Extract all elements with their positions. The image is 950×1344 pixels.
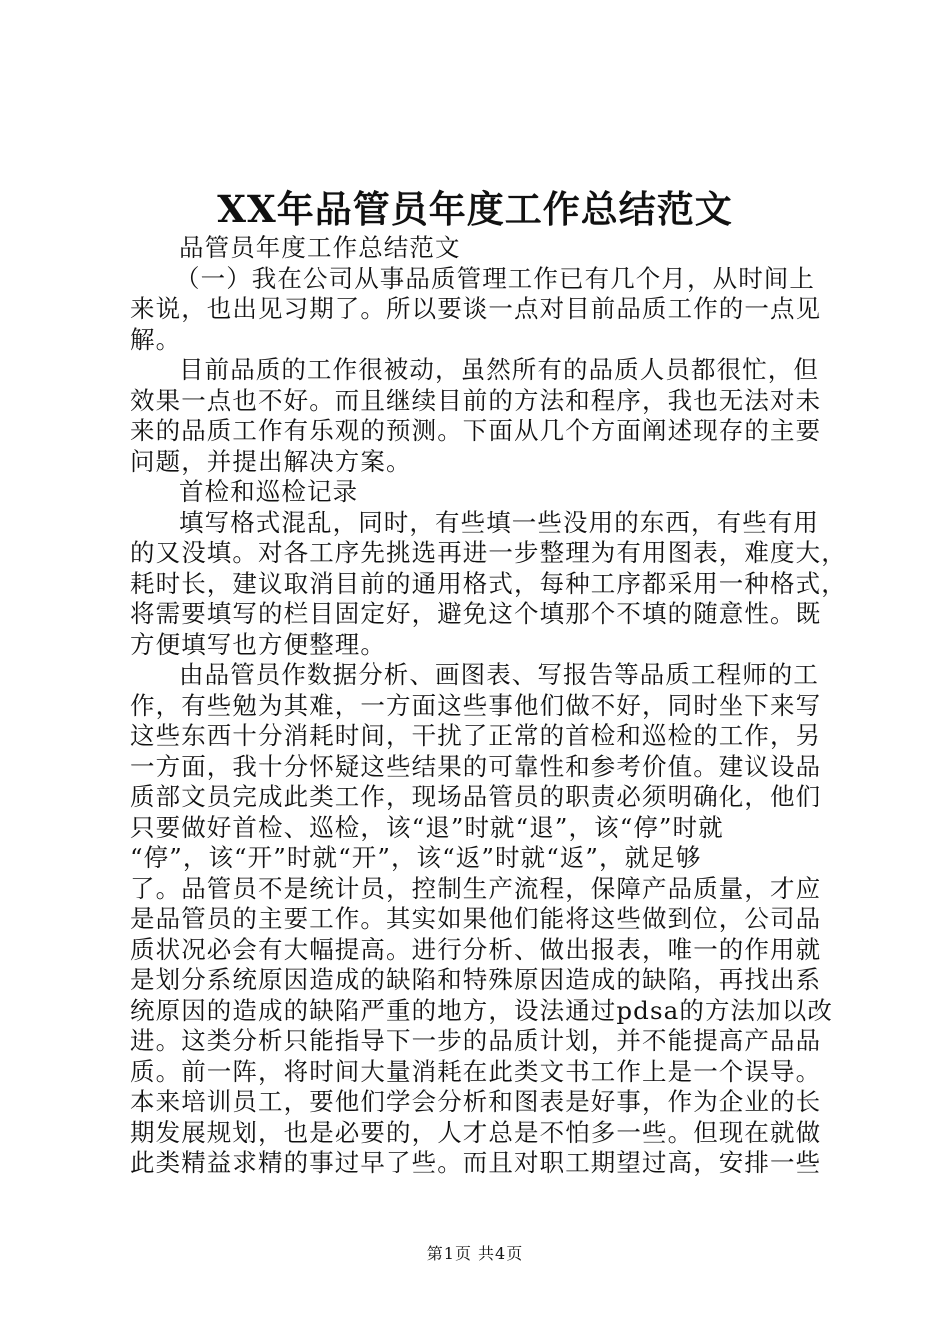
- paragraph-line: 目前品质的工作很被动，虽然所有的品质人员都很忙，但: [179, 355, 819, 384]
- paragraph-line: 的又没填。对各工序先挑选再进一步整理为有用图表，难度大，: [130, 538, 847, 567]
- paragraph-line: 解。: [130, 324, 182, 354]
- paragraph-line: （一）我在公司从事品质管理工作已有几个月，从时间上: [175, 263, 815, 293]
- document-body: [130, 233, 847, 1179]
- paragraph-line: 本来培训员工，要他们学会分析和图表是好事，作为企业的长: [130, 1087, 822, 1116]
- paragraph-line: 质状况必会有大幅提高。进行分析、做出报表，唯一的作用就: [130, 934, 822, 964]
- paragraph-line: 质部文员完成此类工作，现场品管员的职责必须明确化，他们: [130, 782, 822, 811]
- paragraph-line: 填写格式混乱，同时，有些填一些没用的东西，有些有用: [179, 507, 819, 537]
- paragraph-line: 效果一点也不好。而且继续目前的方法和程序，我也无法对未: [130, 385, 822, 415]
- section-heading: 首检和巡检记录: [179, 477, 359, 506]
- paragraph-line: 此类精益求精的事过早了些。而且对职工期望过高，安排一些: [130, 1148, 822, 1177]
- paragraph-line: 了。品管员不是统计员，控制生产流程，保障产品质量，才应: [130, 873, 822, 903]
- paragraph-line: 进。这类分析只能指导下一步的品质计划，并不能提高产品品: [130, 1026, 822, 1055]
- subtitle-line: 品管员年度工作总结范文: [179, 233, 461, 262]
- paragraph-line: “停”，该“开”时就“开”，该“返”时就“返”，就足够: [130, 843, 702, 872]
- paragraph-line: 统原因的造成的缺陷严重的地方，设法通过pdsa的方法加以改: [130, 995, 833, 1025]
- paragraph-line: 来的品质工作有乐观的预测。下面从几个方面阐述现存的主要: [130, 416, 822, 445]
- paragraph-line: 一方面，我十分怀疑这些结果的可靠性和参考价值。建议设品: [130, 751, 822, 781]
- paragraph-line: 质。前一阵，将时间大量消耗在此类文书工作上是一个误导。: [130, 1056, 822, 1086]
- paragraph-line: 是品管员的主要工作。其实如果他们能将这些做到位，公司品: [130, 904, 822, 933]
- paragraph-line: 期发展规划，也是必要的，人才总是不怕多一些。但现在就做: [130, 1117, 822, 1147]
- paragraph-line: 将需要填写的栏目固定好，避免这个填那个不填的随意性。既: [130, 599, 822, 628]
- paragraph-line: 作，有些勉为其难，一方面这些事他们做不好，同时坐下来写: [130, 690, 822, 720]
- page-number-footer: 第1页 共4页: [426, 1244, 524, 1263]
- paragraph-line: 只要做好首检、巡检，该“退”时就“退”，该“停”时就: [130, 812, 724, 842]
- paragraph-line: 耗时长，建议取消目前的通用格式，每种工序都采用一种格式，: [130, 568, 847, 598]
- paragraph-line: 来说，也出见习期了。所以要谈一点对目前品质工作的一点见: [130, 294, 822, 323]
- document-title: XX年品管员年度工作总结范文: [217, 187, 733, 231]
- paragraph-line: 问题，并提出解决方案。: [130, 446, 412, 476]
- paragraph-line: 这些东西十分消耗时间，干扰了正常的首检和巡检的工作，另: [130, 721, 822, 750]
- paragraph-line: 是划分系统原因造成的缺陷和特殊原因造成的缺陷，再找出系: [130, 965, 822, 994]
- paragraph-line: 由品管员作数据分析、画图表、写报告等品质工程师的工: [179, 660, 819, 689]
- paragraph-line: 方便填写也方便整理。: [130, 629, 386, 659]
